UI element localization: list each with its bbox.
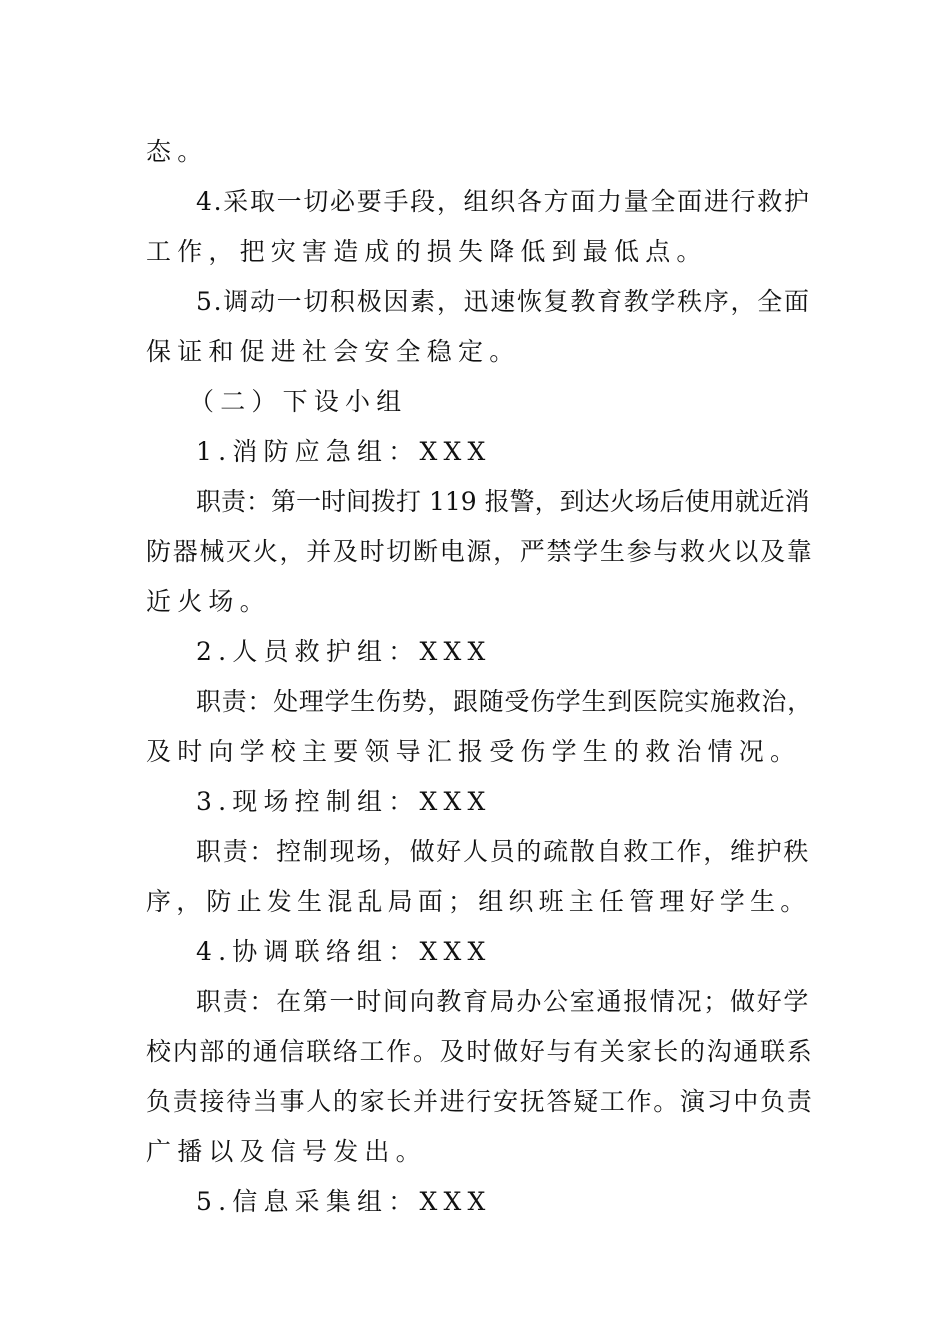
text-line: 态。 bbox=[146, 137, 209, 166]
text-line: 职责：第一时间拨打 119 报警，到达火场后使用就近消 bbox=[196, 487, 810, 516]
text-line: 及时向学校主要领导汇报受伤学生的救治情况。 bbox=[146, 737, 802, 766]
text-line: 防器械灭火，并及时切断电源，严禁学生参与救火以及靠 bbox=[146, 537, 814, 566]
group-title: 3.现场控制组：XXX bbox=[196, 787, 492, 816]
text-line: 职责：处理学生伤势，跟随受伤学生到医院实施救治， bbox=[196, 687, 813, 716]
text-line: 近火场。 bbox=[146, 587, 271, 616]
text-line: 广播以及信号发出。 bbox=[146, 1137, 427, 1166]
text-line: 5.调动一切积极因素，迅速恢复教育教学秩序，全面 bbox=[196, 287, 811, 316]
group-title: 2.人员救护组：XXX bbox=[196, 637, 492, 666]
text-line: 校内部的通信联络工作。及时做好与有关家长的沟通联系 bbox=[146, 1037, 814, 1066]
group-title: 5.信息采集组：XXX bbox=[196, 1187, 492, 1216]
group-title: 4.协调联络组：XXX bbox=[196, 937, 492, 966]
text-line: 职责：在第一时间向教育局办公室通报情况；做好学 bbox=[196, 987, 811, 1016]
text-line: 负责接待当事人的家长并进行安抚答疑工作。演习中负责 bbox=[146, 1087, 814, 1116]
text-line: 工作，把灾害造成的损失降低到最低点。 bbox=[146, 237, 708, 266]
text-line: 职责：控制现场，做好人员的疏散自救工作，维护秩 bbox=[196, 837, 811, 866]
text-line: 序，防止发生混乱局面；组织班主任管理好学生。 bbox=[146, 887, 811, 916]
section-heading: （二）下设小组 bbox=[189, 387, 408, 416]
text-line: 4.采取一切必要手段，组织各方面力量全面进行救护 bbox=[196, 187, 811, 216]
group-title: 1.消防应急组：XXX bbox=[196, 437, 492, 466]
text-line: 保证和促进社会安全稳定。 bbox=[146, 337, 521, 366]
